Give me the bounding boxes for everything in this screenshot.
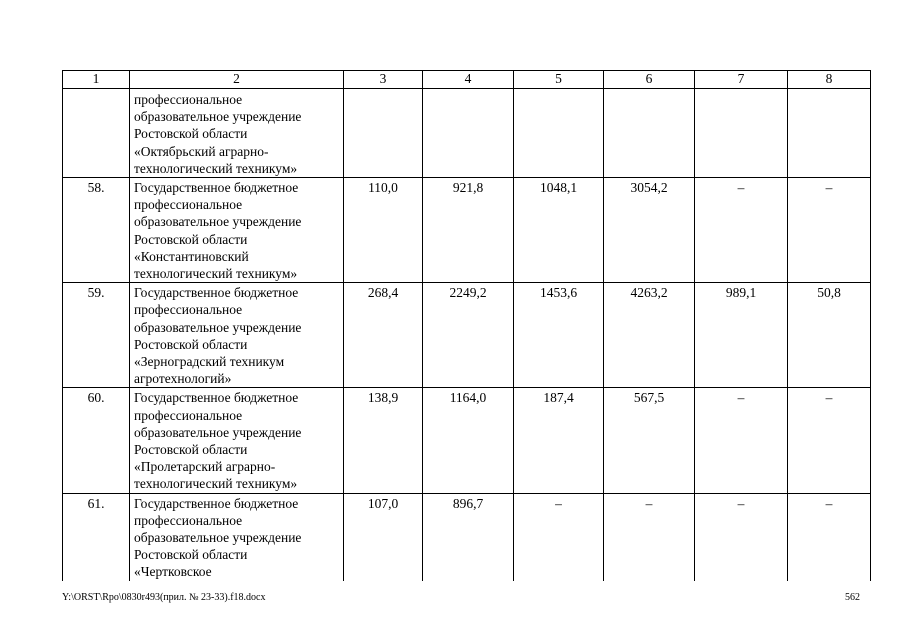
name-line: Ростовской области [134, 126, 248, 142]
header-col-7: 7 [695, 71, 788, 89]
cell-col-7: – [695, 178, 788, 283]
table-row-continuation [63, 89, 871, 178]
name-line: Государственное бюджетное [134, 180, 299, 196]
cell-col-6: – [604, 493, 695, 581]
cell-no: 58. [63, 178, 130, 283]
footer-page-number: 562 [845, 592, 860, 603]
name-line: образовательное учреждение [134, 424, 302, 440]
name-line: Ростовской области [134, 442, 248, 458]
cell-col-6: 567,5 [604, 388, 695, 493]
cell-col-4 [423, 89, 514, 178]
cell-col-3: 110,0 [344, 178, 423, 283]
footer-file-path: Y:\ORST\Rpo\0830r493(прил. № 23-33).f18.docx [62, 592, 266, 603]
header-col-2: 2 [130, 71, 344, 89]
cell-col-6: 4263,2 [604, 283, 695, 388]
cell-col-8 [788, 89, 871, 178]
name-line: Государственное бюджетное [134, 390, 299, 406]
cell-no: 59. [63, 283, 130, 388]
name-line: образовательное учреждение [134, 530, 302, 546]
cell-col-4: 2249,2 [423, 283, 514, 388]
cell-col-7: – [695, 388, 788, 493]
cell-col-3: 268,4 [344, 283, 423, 388]
table-header-row [63, 71, 871, 89]
header-col-5: 5 [514, 71, 604, 89]
cell-col-3 [344, 89, 423, 178]
header-col-8: 8 [788, 71, 871, 89]
table-row-59 [63, 283, 871, 388]
header-col-6: 6 [604, 71, 695, 89]
cell-col-8: – [788, 178, 871, 283]
name-line: «Константиновский [134, 248, 249, 264]
name-line: технологический техникум» [134, 160, 298, 176]
cell-col-7: 989,1 [695, 283, 788, 388]
table-row-58 [63, 178, 871, 283]
name-line: профессиональное [134, 197, 243, 213]
cell-col-3: 107,0 [344, 493, 423, 581]
cell-col-6: 3054,2 [604, 178, 695, 283]
name-line: профессиональное [134, 92, 243, 107]
name-line: «Октябрьский аграрно- [134, 143, 269, 159]
cell-col-8: – [788, 388, 871, 493]
cell-no [63, 89, 130, 178]
cell-col-4: 921,8 [423, 178, 514, 283]
header-col-4: 4 [423, 71, 514, 89]
cell-col-5: 1453,6 [514, 283, 604, 388]
name-line: образовательное учреждение [134, 214, 302, 230]
cell-col-3: 138,9 [344, 388, 423, 493]
cell-institution-name [130, 283, 344, 388]
cell-col-5: – [514, 493, 604, 581]
cell-col-8: – [788, 493, 871, 581]
name-line: образовательное учреждение [134, 109, 302, 125]
cell-col-8: 50,8 [788, 283, 871, 388]
table-row-61 [63, 493, 871, 581]
cell-col-5: 1048,1 [514, 178, 604, 283]
name-line: Ростовской области [134, 231, 248, 247]
name-line: технологический техникум» [134, 266, 298, 282]
name-line: агротехнологий» [134, 371, 232, 387]
name-line: «Зерноградский техникум [134, 354, 285, 370]
cell-col-5: 187,4 [514, 388, 604, 493]
name-line: Ростовской области [134, 547, 248, 563]
name-line: профессиональное [134, 512, 243, 528]
header-col-3: 3 [344, 71, 423, 89]
cell-col-5 [514, 89, 604, 178]
cell-col-6 [604, 89, 695, 178]
name-line: образовательное учреждение [134, 319, 302, 335]
cell-institution-name [130, 89, 344, 178]
cell-no: 60. [63, 388, 130, 493]
cell-col-4: 896,7 [423, 493, 514, 581]
cell-institution-name [130, 388, 344, 493]
name-line: «Чертковское [134, 564, 212, 580]
cell-institution-name [130, 493, 344, 581]
name-line: технологический техникум» [134, 476, 298, 492]
name-line: «Пролетарский аграрно- [134, 459, 276, 475]
cell-col-7: – [695, 493, 788, 581]
cell-col-7 [695, 89, 788, 178]
name-line: профессиональное [134, 407, 243, 423]
name-line: Ростовской области [134, 336, 248, 352]
name-line: Государственное бюджетное [134, 495, 299, 511]
header-col-1: 1 [63, 71, 130, 89]
name-line: Государственное бюджетное [134, 285, 299, 301]
name-line: профессиональное [134, 302, 243, 318]
cell-col-4: 1164,0 [423, 388, 514, 493]
table-row-60 [63, 388, 871, 493]
budget-table [62, 70, 871, 581]
cell-no: 61. [63, 493, 130, 581]
cell-institution-name [130, 178, 344, 283]
